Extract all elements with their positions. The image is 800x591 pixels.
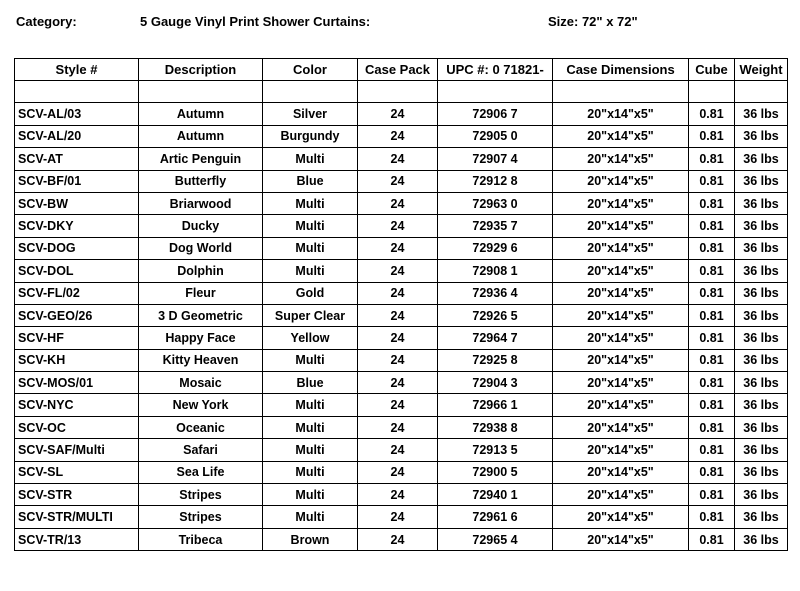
- upc-cell: 72936 4: [438, 282, 553, 304]
- color-cell: Multi: [263, 461, 358, 483]
- cube-cell: 0.81: [689, 148, 735, 170]
- upc-cell: 72908 1: [438, 260, 553, 282]
- style-cell: SCV-DOG: [15, 237, 139, 259]
- weight-cell: 36 lbs: [735, 237, 788, 259]
- description-cell: Dolphin: [139, 260, 263, 282]
- cube-cell: 0.81: [689, 282, 735, 304]
- upc-cell: 72965 4: [438, 528, 553, 550]
- cube-cell: 0.81: [689, 215, 735, 237]
- color-cell: Multi: [263, 506, 358, 528]
- cube-cell: 0.81: [689, 349, 735, 371]
- case-pack-cell: 24: [358, 528, 438, 550]
- size-label: Size: 72" x 72": [548, 14, 638, 29]
- style-cell: SCV-BW: [15, 192, 139, 214]
- col-header-color: Color: [263, 59, 358, 81]
- upc-cell: 72912 8: [438, 170, 553, 192]
- case-pack-cell: 24: [358, 170, 438, 192]
- color-cell: Silver: [263, 103, 358, 125]
- col-header-style: Style #: [15, 59, 139, 81]
- blank-cell: [15, 81, 139, 103]
- style-cell: SCV-HF: [15, 327, 139, 349]
- blank-cell: [735, 81, 788, 103]
- case-dimensions-cell: 20"x14"x5": [553, 237, 689, 259]
- case-dimensions-cell: 20"x14"x5": [553, 394, 689, 416]
- case-pack-cell: 24: [358, 372, 438, 394]
- case-dimensions-cell: 20"x14"x5": [553, 327, 689, 349]
- table-row: [15, 304, 788, 326]
- description-cell: New York: [139, 394, 263, 416]
- cube-cell: 0.81: [689, 528, 735, 550]
- upc-cell: 72926 5: [438, 304, 553, 326]
- case-dimensions-cell: 20"x14"x5": [553, 528, 689, 550]
- weight-cell: 36 lbs: [735, 260, 788, 282]
- style-cell: SCV-SAF/Multi: [15, 439, 139, 461]
- case-dimensions-cell: 20"x14"x5": [553, 461, 689, 483]
- table-row: [15, 327, 788, 349]
- cube-cell: 0.81: [689, 439, 735, 461]
- table-row: [15, 439, 788, 461]
- color-cell: Brown: [263, 528, 358, 550]
- description-cell: Sea Life: [139, 461, 263, 483]
- case-dimensions-cell: 20"x14"x5": [553, 192, 689, 214]
- weight-cell: 36 lbs: [735, 192, 788, 214]
- case-pack-cell: 24: [358, 103, 438, 125]
- upc-cell: 72906 7: [438, 103, 553, 125]
- style-cell: SCV-TR/13: [15, 528, 139, 550]
- cube-cell: 0.81: [689, 327, 735, 349]
- col-header-weight: Weight: [735, 59, 788, 81]
- color-cell: Blue: [263, 372, 358, 394]
- weight-cell: 36 lbs: [735, 484, 788, 506]
- category-label: Category:: [16, 14, 77, 29]
- case-dimensions-cell: 20"x14"x5": [553, 260, 689, 282]
- case-dimensions-cell: 20"x14"x5": [553, 304, 689, 326]
- case-pack-cell: 24: [358, 394, 438, 416]
- color-cell: Multi: [263, 260, 358, 282]
- description-cell: Tribeca: [139, 528, 263, 550]
- color-cell: Yellow: [263, 327, 358, 349]
- case-dimensions-cell: 20"x14"x5": [553, 439, 689, 461]
- table-row: [15, 394, 788, 416]
- color-cell: Multi: [263, 394, 358, 416]
- case-dimensions-cell: 20"x14"x5": [553, 416, 689, 438]
- weight-cell: 36 lbs: [735, 394, 788, 416]
- weight-cell: 36 lbs: [735, 349, 788, 371]
- cube-cell: 0.81: [689, 416, 735, 438]
- cube-cell: 0.81: [689, 372, 735, 394]
- color-cell: Multi: [263, 148, 358, 170]
- color-cell: Gold: [263, 282, 358, 304]
- color-cell: Blue: [263, 170, 358, 192]
- table-row: [15, 192, 788, 214]
- cube-cell: 0.81: [689, 484, 735, 506]
- blank-row: [15, 81, 788, 103]
- upc-cell: 72963 0: [438, 192, 553, 214]
- header-row: [15, 59, 788, 81]
- case-dimensions-cell: 20"x14"x5": [553, 506, 689, 528]
- description-cell: Safari: [139, 439, 263, 461]
- style-cell: SCV-FL/02: [15, 282, 139, 304]
- style-cell: SCV-SL: [15, 461, 139, 483]
- upc-cell: 72938 8: [438, 416, 553, 438]
- table-row: [15, 461, 788, 483]
- color-cell: Super Clear: [263, 304, 358, 326]
- case-pack-cell: 24: [358, 304, 438, 326]
- description-cell: Dog World: [139, 237, 263, 259]
- case-pack-cell: 24: [358, 461, 438, 483]
- table-row: [15, 260, 788, 282]
- col-header-cube: Cube: [689, 59, 735, 81]
- blank-cell: [358, 81, 438, 103]
- col-header-description: Description: [139, 59, 263, 81]
- style-cell: SCV-GEO/26: [15, 304, 139, 326]
- style-cell: SCV-BF/01: [15, 170, 139, 192]
- weight-cell: 36 lbs: [735, 125, 788, 147]
- table-row: [15, 349, 788, 371]
- table-row: [15, 282, 788, 304]
- weight-cell: 36 lbs: [735, 215, 788, 237]
- cube-cell: 0.81: [689, 170, 735, 192]
- table-row: [15, 506, 788, 528]
- weight-cell: 36 lbs: [735, 327, 788, 349]
- blank-cell: [263, 81, 358, 103]
- upc-cell: 72964 7: [438, 327, 553, 349]
- color-cell: Multi: [263, 215, 358, 237]
- case-pack-cell: 24: [358, 192, 438, 214]
- weight-cell: 36 lbs: [735, 282, 788, 304]
- blank-cell: [139, 81, 263, 103]
- weight-cell: 36 lbs: [735, 528, 788, 550]
- weight-cell: 36 lbs: [735, 304, 788, 326]
- table-row: [15, 148, 788, 170]
- weight-cell: 36 lbs: [735, 372, 788, 394]
- color-cell: Multi: [263, 192, 358, 214]
- table-row: [15, 528, 788, 550]
- case-dimensions-cell: 20"x14"x5": [553, 349, 689, 371]
- blank-cell: [689, 81, 735, 103]
- style-cell: SCV-NYC: [15, 394, 139, 416]
- style-cell: SCV-STR/MULTI: [15, 506, 139, 528]
- color-cell: Burgundy: [263, 125, 358, 147]
- upc-cell: 72913 5: [438, 439, 553, 461]
- case-dimensions-cell: 20"x14"x5": [553, 125, 689, 147]
- case-dimensions-cell: 20"x14"x5": [553, 148, 689, 170]
- case-pack-cell: 24: [358, 416, 438, 438]
- upc-cell: 72929 6: [438, 237, 553, 259]
- color-cell: Multi: [263, 416, 358, 438]
- case-dimensions-cell: 20"x14"x5": [553, 103, 689, 125]
- product-table: [14, 58, 788, 551]
- style-cell: SCV-MOS/01: [15, 372, 139, 394]
- style-cell: SCV-AL/03: [15, 103, 139, 125]
- case-pack-cell: 24: [358, 282, 438, 304]
- description-cell: 3 D Geometric: [139, 304, 263, 326]
- color-cell: Multi: [263, 439, 358, 461]
- description-cell: Autumn: [139, 103, 263, 125]
- table-row: [15, 484, 788, 506]
- table-row: [15, 103, 788, 125]
- style-cell: SCV-DKY: [15, 215, 139, 237]
- color-cell: Multi: [263, 484, 358, 506]
- weight-cell: 36 lbs: [735, 103, 788, 125]
- cube-cell: 0.81: [689, 103, 735, 125]
- table-row: [15, 237, 788, 259]
- description-cell: Mosaic: [139, 372, 263, 394]
- case-pack-cell: 24: [358, 260, 438, 282]
- case-dimensions-cell: 20"x14"x5": [553, 170, 689, 192]
- weight-cell: 36 lbs: [735, 148, 788, 170]
- weight-cell: 36 lbs: [735, 439, 788, 461]
- cube-cell: 0.81: [689, 237, 735, 259]
- description-cell: Fleur: [139, 282, 263, 304]
- upc-cell: 72961 6: [438, 506, 553, 528]
- description-cell: Autumn: [139, 125, 263, 147]
- description-cell: Happy Face: [139, 327, 263, 349]
- case-dimensions-cell: 20"x14"x5": [553, 484, 689, 506]
- color-cell: Multi: [263, 237, 358, 259]
- upc-cell: 72907 4: [438, 148, 553, 170]
- description-cell: Oceanic: [139, 416, 263, 438]
- case-pack-cell: 24: [358, 484, 438, 506]
- upc-cell: 72904 3: [438, 372, 553, 394]
- color-cell: Multi: [263, 349, 358, 371]
- case-pack-cell: 24: [358, 215, 438, 237]
- table-row: [15, 372, 788, 394]
- blank-cell: [553, 81, 689, 103]
- case-pack-cell: 24: [358, 148, 438, 170]
- cube-cell: 0.81: [689, 394, 735, 416]
- description-cell: Stripes: [139, 506, 263, 528]
- case-pack-cell: 24: [358, 439, 438, 461]
- weight-cell: 36 lbs: [735, 461, 788, 483]
- description-cell: Ducky: [139, 215, 263, 237]
- description-cell: Butterfly: [139, 170, 263, 192]
- description-cell: Kitty Heaven: [139, 349, 263, 371]
- weight-cell: 36 lbs: [735, 416, 788, 438]
- case-pack-cell: 24: [358, 125, 438, 147]
- cube-cell: 0.81: [689, 192, 735, 214]
- case-dimensions-cell: 20"x14"x5": [553, 215, 689, 237]
- category-value: 5 Gauge Vinyl Print Shower Curtains:: [140, 14, 371, 29]
- blank-cell: [438, 81, 553, 103]
- table-row: [15, 416, 788, 438]
- upc-cell: 72935 7: [438, 215, 553, 237]
- upc-cell: 72905 0: [438, 125, 553, 147]
- style-cell: SCV-AL/20: [15, 125, 139, 147]
- description-cell: Artic Penguin: [139, 148, 263, 170]
- style-cell: SCV-OC: [15, 416, 139, 438]
- weight-cell: 36 lbs: [735, 506, 788, 528]
- upc-cell: 72940 1: [438, 484, 553, 506]
- case-pack-cell: 24: [358, 349, 438, 371]
- style-cell: SCV-AT: [15, 148, 139, 170]
- description-cell: Briarwood: [139, 192, 263, 214]
- case-dimensions-cell: 20"x14"x5": [553, 372, 689, 394]
- case-pack-cell: 24: [358, 237, 438, 259]
- style-cell: SCV-KH: [15, 349, 139, 371]
- case-pack-cell: 24: [358, 327, 438, 349]
- col-header-case-pack: Case Pack: [358, 59, 438, 81]
- cube-cell: 0.81: [689, 125, 735, 147]
- style-cell: SCV-STR: [15, 484, 139, 506]
- case-pack-cell: 24: [358, 506, 438, 528]
- cube-cell: 0.81: [689, 304, 735, 326]
- upc-cell: 72900 5: [438, 461, 553, 483]
- case-dimensions-cell: 20"x14"x5": [553, 282, 689, 304]
- cube-cell: 0.81: [689, 260, 735, 282]
- table-row: [15, 170, 788, 192]
- cube-cell: 0.81: [689, 461, 735, 483]
- col-header-case-dimensions: Case Dimensions: [553, 59, 689, 81]
- table-row: [15, 215, 788, 237]
- table-row: [15, 125, 788, 147]
- cube-cell: 0.81: [689, 506, 735, 528]
- upc-cell: 72966 1: [438, 394, 553, 416]
- description-cell: Stripes: [139, 484, 263, 506]
- weight-cell: 36 lbs: [735, 170, 788, 192]
- style-cell: SCV-DOL: [15, 260, 139, 282]
- upc-cell: 72925 8: [438, 349, 553, 371]
- col-header-upc: UPC #: 0 71821-: [438, 59, 553, 81]
